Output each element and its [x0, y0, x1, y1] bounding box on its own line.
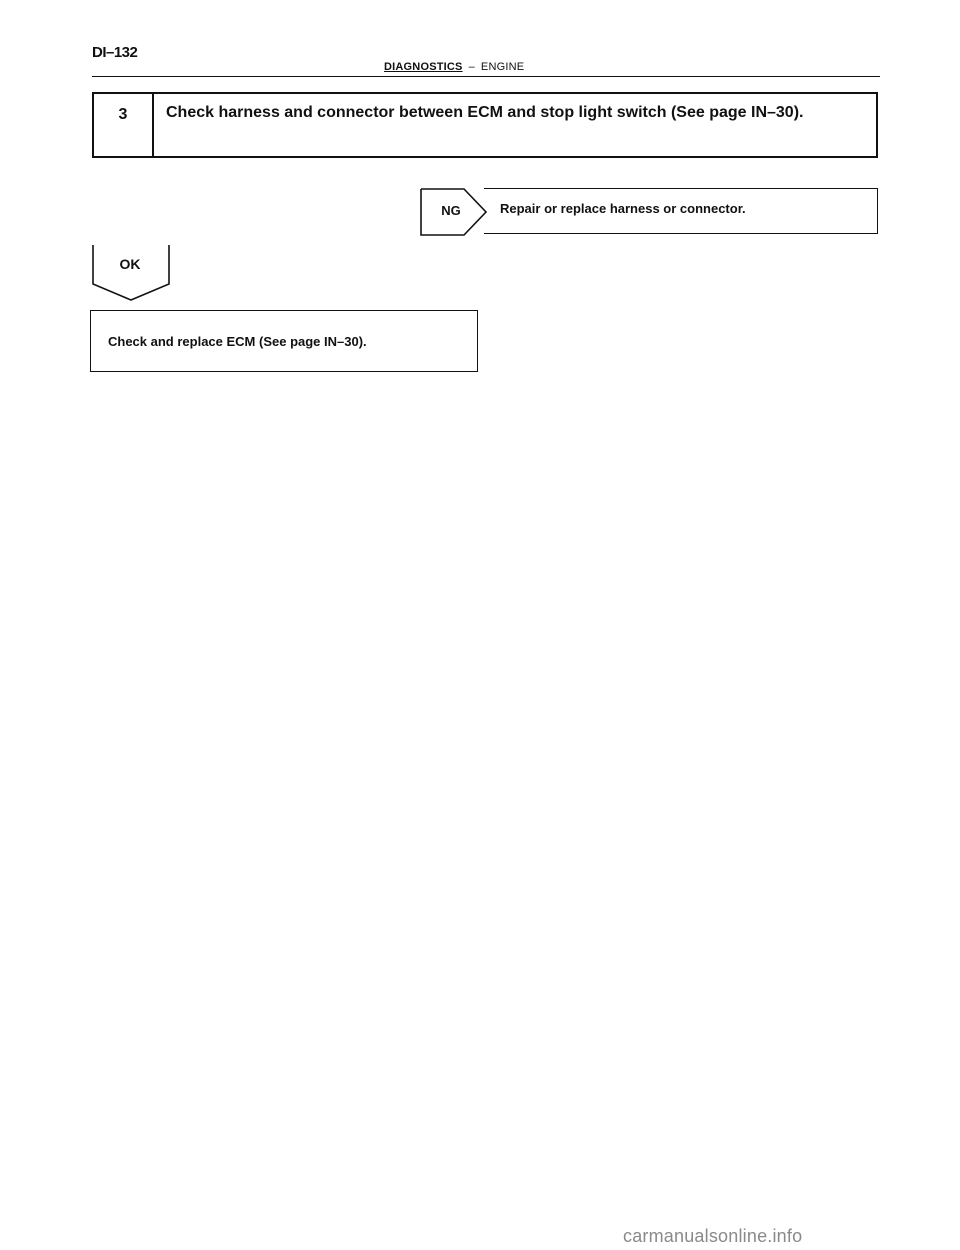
- header-separator: –: [468, 61, 475, 73]
- ok-result-text: Check and replace ECM (See page IN–30).: [108, 334, 367, 349]
- page-code: DI–132: [92, 44, 138, 61]
- header-title: [384, 61, 524, 73]
- watermark: carmanualsonline.info: [623, 1226, 803, 1246]
- ok-label: OK: [119, 256, 141, 272]
- step-box: [92, 92, 878, 158]
- step-instruction: Check harness and connector between ECM and stop light switch (See page IN–30).: [166, 104, 804, 121]
- subsection-title: ENGINE: [480, 61, 525, 73]
- ng-label: NG: [441, 203, 461, 218]
- header-rule: [92, 76, 880, 77]
- step-number-cell: [94, 94, 154, 156]
- section-title: DIAGNOSTICS: [384, 61, 463, 73]
- step-number: 3: [118, 106, 128, 123]
- ng-result-text: Repair or replace harness or connector.: [500, 201, 746, 216]
- ok-arrow-icon: [92, 244, 170, 302]
